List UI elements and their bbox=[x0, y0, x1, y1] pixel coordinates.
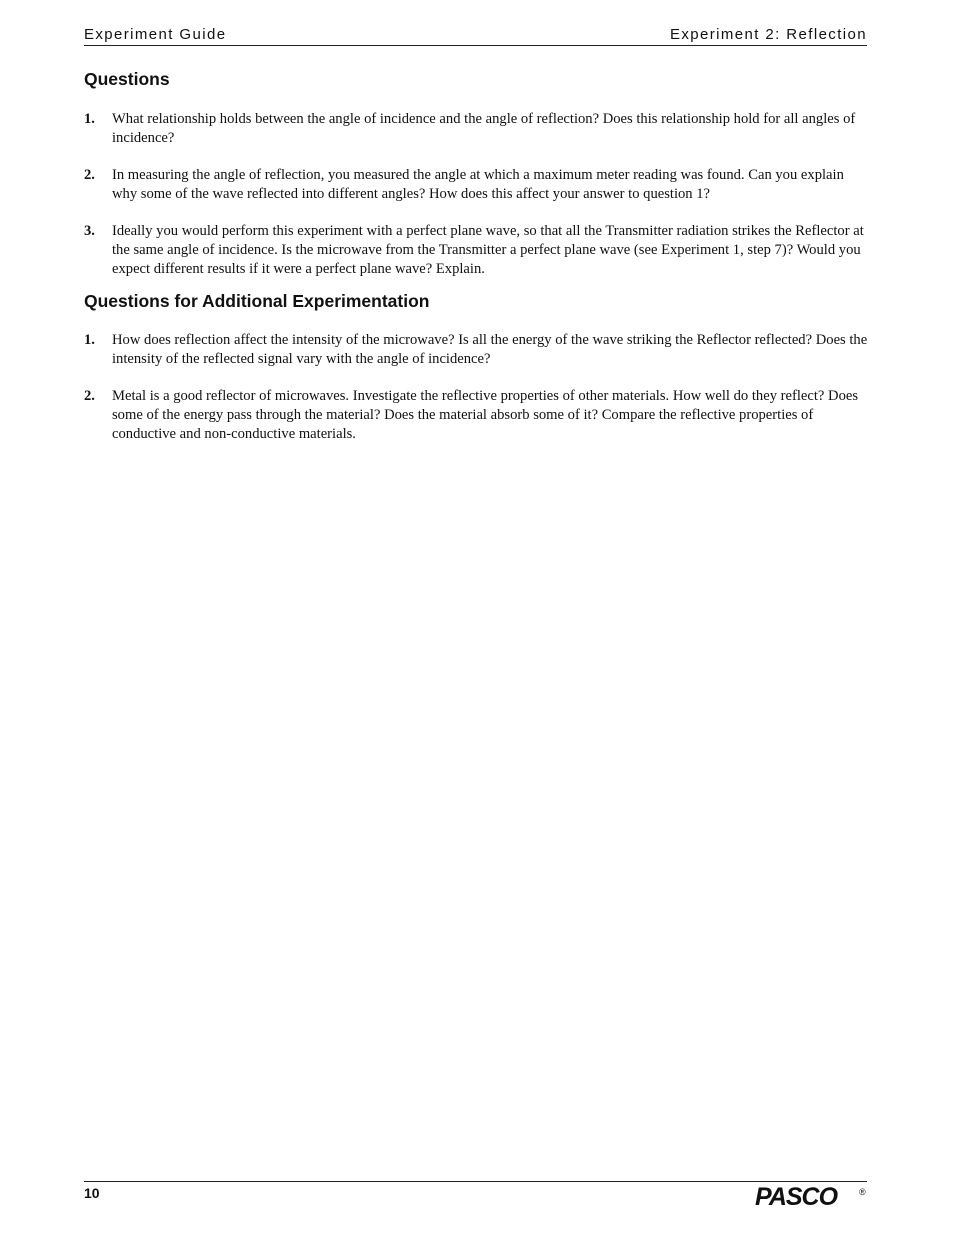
pasco-logo-text: PASCO bbox=[755, 1185, 838, 1209]
list-item bbox=[84, 222, 870, 279]
question-number: 1. bbox=[84, 111, 95, 127]
running-header bbox=[84, 26, 867, 46]
questions-list bbox=[84, 110, 870, 297]
list-item bbox=[84, 110, 870, 148]
list-item bbox=[84, 166, 870, 204]
question-text: Metal is a good reflector of microwaves. Investigate the reflective properties of other materials. How well do they reflect? Does some of the energy pass through the material? Does the material absorb some of it? Compare the reflective properties of conductive and non-conductive materials. bbox=[112, 388, 859, 442]
question-number: 2. bbox=[84, 388, 95, 404]
page-footer bbox=[84, 1181, 867, 1212]
question-text: How does reflection affect the intensity of the microwave? Is all the energy of the wave striking the Reflector reflected? Does the intensity of the reflected signal vary with the angle of incidence? bbox=[112, 332, 868, 367]
question-number: 2. bbox=[84, 167, 95, 183]
pasco-logo bbox=[755, 1185, 867, 1209]
page-number: 10 bbox=[84, 1185, 100, 1201]
question-number: 1. bbox=[84, 332, 95, 348]
header-guide-title: Experiment Guide bbox=[84, 26, 227, 43]
registered-mark: ® bbox=[859, 1187, 866, 1197]
question-text: What relationship holds between the angle of incidence and the angle of reflection? Does this relationship hold for all angles of incidence? bbox=[112, 111, 856, 146]
question-text: Ideally you would perform this experiment with a perfect plane wave, so that all the Transmitter radiation strikes the Reflector at the same angle of incidence. Is the microwave from the Transmitter a perfect plane wave (see Experiment 1, step 7)? Would you expect different results if it were a perfect plane wave? Explain. bbox=[112, 223, 864, 277]
question-number: 3. bbox=[84, 223, 95, 239]
section-title-additional: Questions for Additional Experimentation bbox=[84, 291, 430, 311]
list-item bbox=[84, 387, 870, 444]
header-experiment-title: Experiment 2: Reflection bbox=[669, 26, 867, 43]
list-item bbox=[84, 331, 870, 369]
question-text: In measuring the angle of reflection, you measured the angle at which a maximum meter reading was found. Can you explain why some of the wave reflected into different angles? How does this affect your answer to question 1? bbox=[112, 167, 844, 202]
section-title-questions: Questions bbox=[84, 69, 170, 89]
additional-questions-list bbox=[84, 331, 870, 462]
